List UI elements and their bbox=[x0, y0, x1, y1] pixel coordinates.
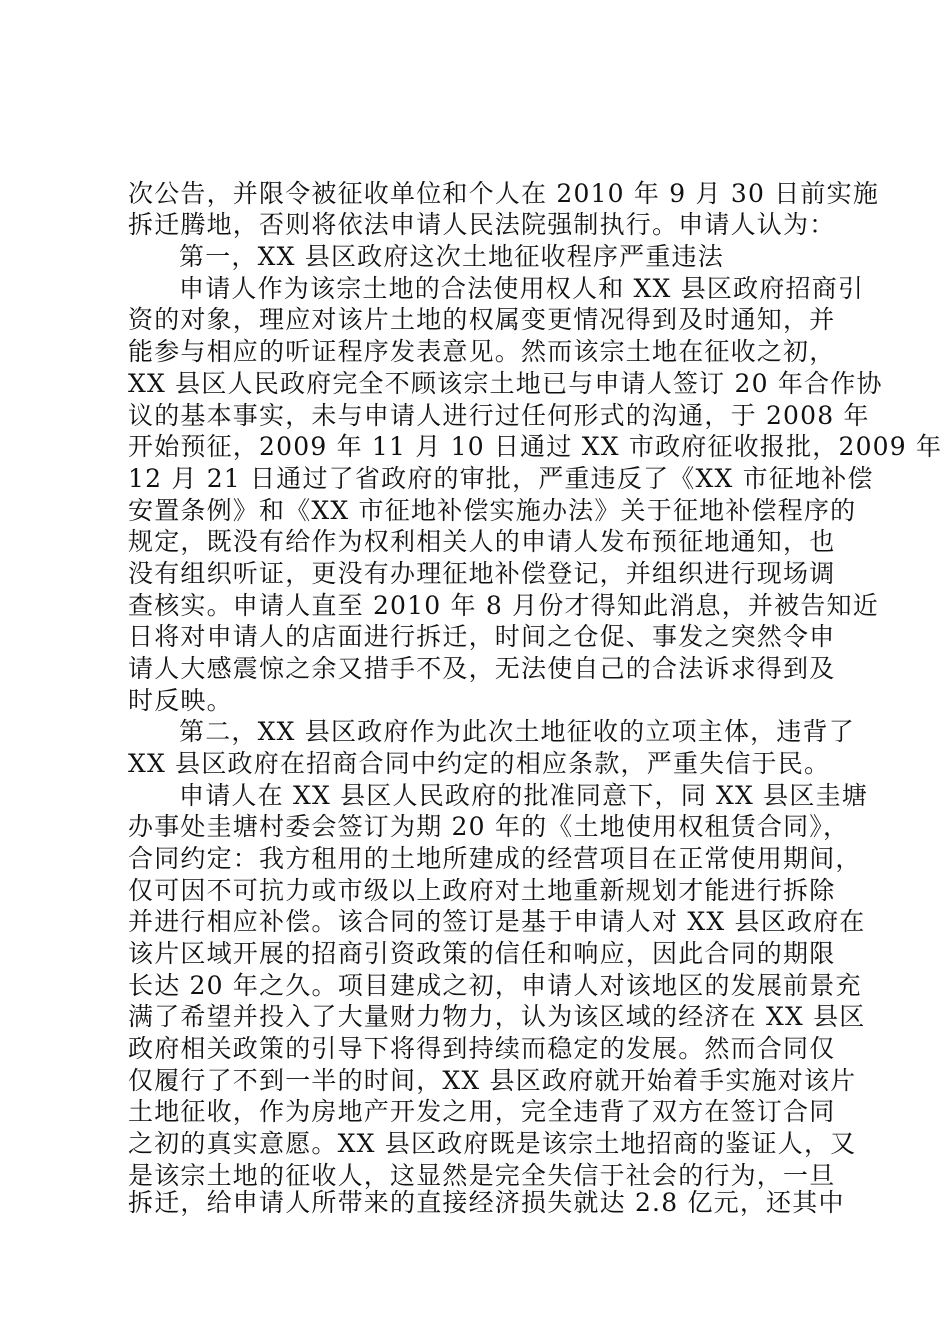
text-line: 土地征收，作为房地产开发之用，完全违背了双方在签订合同 bbox=[128, 1097, 836, 1126]
paragraph-start: 申请人在 XX 县区人民政府的批准同意下，同 XX 县区圭塘 bbox=[179, 781, 868, 810]
section-heading: 第二，XX 县区政府作为此次土地征收的立项主体，违背了 bbox=[179, 717, 855, 746]
text-line: XX 县区人民政府完全不顾该宗土地已与申请人签订 20 年合作协 bbox=[128, 369, 883, 398]
text-line: 议的基本事实，未与申请人进行过任何形式的沟通，于 2008 年 bbox=[128, 401, 870, 430]
text-line: 没有组织听证，更没有办理征地补偿登记，并组织进行现场调 bbox=[128, 559, 836, 588]
text-line: 仅可因不可抗力或市级以上政府对土地重新规划才能进行拆除 bbox=[128, 876, 836, 905]
text-line: 次公告，并限令被征收单位和个人在 2010 年 9 月 30 日前实施 bbox=[128, 179, 880, 208]
text-line: 是该宗土地的征收人，这显然是完全失信于社会的行为，一旦 bbox=[128, 1161, 836, 1190]
text-line: 拆迁腾地，否则将依法申请人民法院强制执行。申请人认为： bbox=[128, 210, 836, 239]
text-line: 日将对申请人的店面进行拆迁，时间之仓促、事发之突然令申 bbox=[128, 622, 836, 651]
text-line: 仅履行了不到一半的时间，XX 县区政府就开始着手实施对该片 bbox=[128, 1066, 857, 1095]
text-line: 安置条例》和《XX 市征地补偿实施办法》关于征地补偿程序的 bbox=[128, 496, 857, 525]
text-line: 该片区域开展的招商引资政策的信任和响应，因此合同的期限 bbox=[128, 939, 836, 968]
text-line: 并进行相应补偿。该合同的签订是基于申请人对 XX 县区政府在 bbox=[128, 907, 866, 936]
text-line: 开始预征，2009 年 11 月 10 日通过 XX 市政府征收报批，2009 年 bbox=[128, 432, 943, 461]
section-heading: 第一，XX 县区政府这次土地征收程序严重违法 bbox=[179, 242, 724, 271]
text-line: 查核实。申请人直至 2010 年 8 月份才得知此消息，并被告知近 bbox=[128, 591, 879, 620]
text-line: 拆迁，给申请人所带来的直接经济损失就达 2.8 亿元，还其中 bbox=[128, 1188, 845, 1217]
text-line: 资的对象，理应对该片土地的权属变更情况得到及时通知，并 bbox=[128, 305, 836, 334]
text-line: 满了希望并投入了大量财力物力，认为该区域的经济在 XX 县区 bbox=[128, 1002, 866, 1031]
text-line: 办事处圭塘村委会签订为期 20 年的《土地使用权租赁合同》， bbox=[128, 812, 850, 841]
text-line: 政府相关政策的引导下将得到持续而稳定的发展。然而合同仅 bbox=[128, 1034, 836, 1063]
paragraph-start: 申请人作为该宗土地的合法使用权人和 XX 县区政府招商引 bbox=[179, 274, 865, 303]
text-line: 合同约定：我方租用的土地所建成的经营项目在正常使用期间， bbox=[128, 844, 862, 873]
text-line: 长达 20 年之久。项目建成之初，申请人对该地区的发展前景充 bbox=[128, 971, 862, 1000]
text-line: XX 县区政府在招商合同中约定的相应条款，严重失信于民。 bbox=[128, 749, 831, 778]
text-line: 12 月 21 日通过了省政府的审批，严重违反了《XX 市征地补偿 bbox=[128, 464, 874, 493]
text-line: 请人大感震惊之余又措手不及，无法使自己的合法诉求得到及 bbox=[128, 654, 836, 683]
text-line: 之初的真实意愿。XX 县区政府既是该宗土地招商的鉴证人，又 bbox=[128, 1129, 857, 1158]
text-line: 能参与相应的听证程序发表意见。然而该宗土地在征收之初， bbox=[128, 337, 836, 366]
text-line: 时反映。 bbox=[128, 686, 233, 715]
text-line: 规定，既没有给作为权利相关人的申请人发布预征地通知，也 bbox=[128, 527, 836, 556]
document-page bbox=[128, 176, 943, 1221]
